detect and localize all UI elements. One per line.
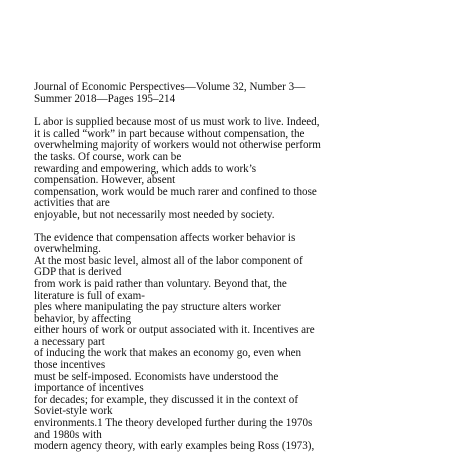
text-line: compensation, work would be much rarer and confined to those xyxy=(34,185,317,198)
text-line: The evidence that compensation affects worker behavior is xyxy=(34,231,296,244)
text-line: modern agency theory, with early examples being Ross (1973), xyxy=(34,440,315,453)
text-line: environments.1 The theory developed further during the 1970s xyxy=(34,417,313,430)
text-line: GDP that is derived xyxy=(34,266,122,279)
text-line: it is called “work” in part because without compensation, the xyxy=(34,127,305,140)
text-line: L abor is supplied because most of us must work to live. Indeed, xyxy=(34,116,320,129)
text-line: activities that are xyxy=(34,197,110,210)
text-line: importance of incentives xyxy=(34,382,144,395)
header-line: Journal of Economic Perspectives—Volume 32, Number 3— xyxy=(34,81,306,93)
text-line: compensation. However, absent xyxy=(34,174,176,187)
text-line: enjoyable, but not necessarily most needed by society. xyxy=(34,208,275,221)
text-line: overwhelming majority of workers would not otherwise perform xyxy=(34,139,321,152)
text-line: rewarding and empowering, which adds to work’s xyxy=(34,162,257,175)
header-line: Summer 2018—Pages 195–214 xyxy=(34,92,176,105)
document-page xyxy=(34,82,449,453)
text-line: for decades; for example, they discussed it in the context of xyxy=(34,393,299,406)
text-line: overwhelming. xyxy=(34,243,101,256)
text-line: either hours of work or output associated with it. Incentives are xyxy=(34,324,315,337)
paragraph-1 xyxy=(34,117,449,221)
text-line: At the most basic level, almost all of the labor component of xyxy=(34,254,303,267)
text-line: those incentives xyxy=(34,359,106,372)
text-line: ples where manipulating the pay structure alters worker xyxy=(34,301,281,314)
text-line: and 1980s with xyxy=(34,428,102,441)
paragraph-2 xyxy=(34,233,449,453)
text-line: of inducing the work that makes an economy go, even when xyxy=(34,347,302,360)
journal-header xyxy=(34,82,449,105)
text-line: must be self-imposed. Economists have understood the xyxy=(34,370,279,383)
text-line: from work is paid rather than voluntary. Beyond that, the xyxy=(34,277,287,290)
text-line: Soviet-style work xyxy=(34,405,113,418)
text-line: the tasks. Of course, work can be xyxy=(34,150,182,163)
text-line: a necessary part xyxy=(34,335,105,348)
text-line: literature is full of exam- xyxy=(34,289,145,302)
text-line: behavior, by affecting xyxy=(34,312,131,325)
